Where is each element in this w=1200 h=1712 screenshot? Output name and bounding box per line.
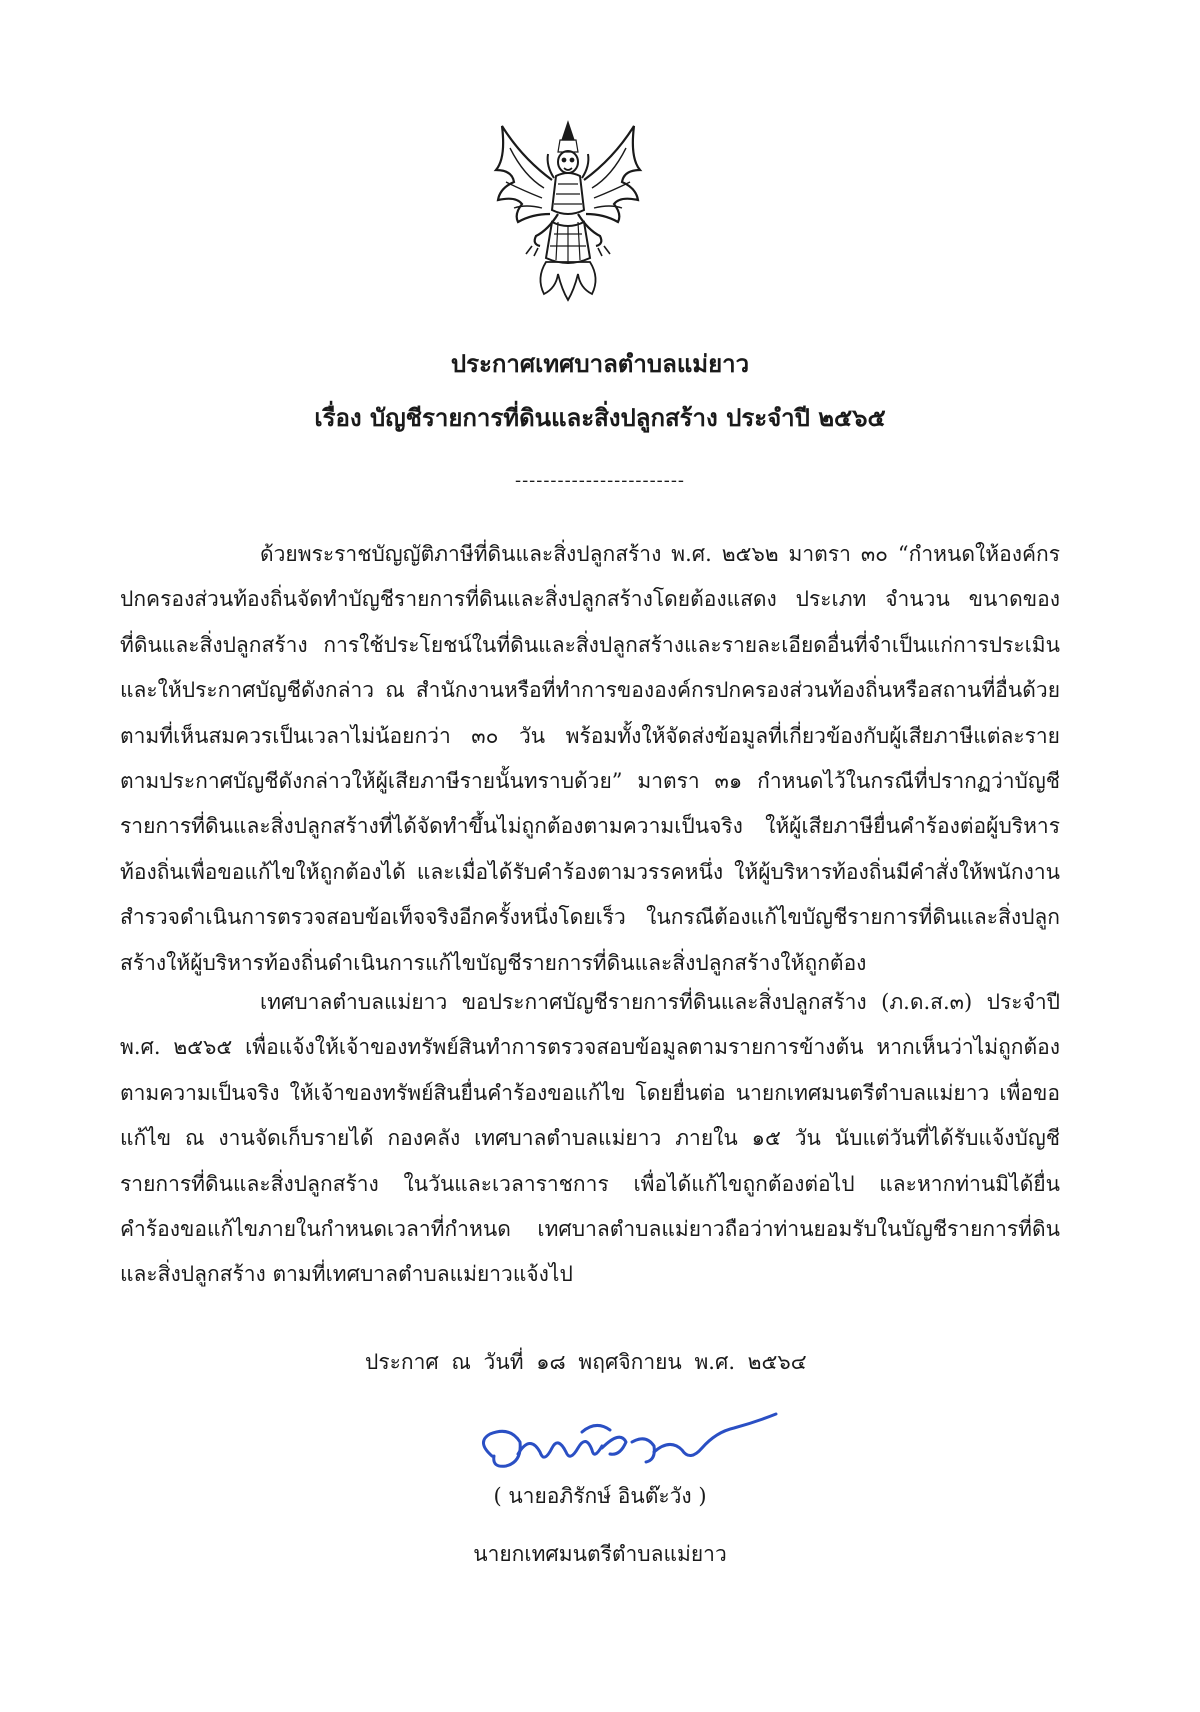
announcement-title: ประกาศเทศบาลตำบลแม่ยาว bbox=[450, 349, 750, 378]
title-divider: ------------------------ bbox=[515, 470, 685, 491]
signer-position: นายกเทศมนตรีตำบลแม่ยาว bbox=[473, 1542, 727, 1566]
signer-name: ( นายอภิรักษ์ อินต๊ะวัง ) bbox=[493, 1484, 707, 1508]
garuda-emblem-icon bbox=[492, 118, 644, 304]
announcement-date: ประกาศ ณ วันที่ ๑๘ พฤศจิกายน พ.ศ. ๒๕๖๔ bbox=[365, 1350, 807, 1374]
body-paragraph-1: ด้วยพระราชบัญญัติภาษีที่ดินและสิ่งปลูกสร้าง พ.ศ. ๒๕๖๒ มาตรา ๓๐ “กำหนดให้องค์กรปกครองส่วนท้องถิ่นจัดทำบัญชีรายการที่ดินและสิ่งปลูกสร้างโดยต้องแสดง ประเภท จำนวน ขนาดของที่ดินและสิ่งปลูกสร้าง การใช้ประโยชน์ในที่ดินและสิ่งปลูกสร้างและรายละเอียดอื่นที่จำเป็นแก่การประเมินและให้ประกาศบัญชีดังกล่าว ณ สำนักงานหรือที่ทำการขององค์กรปกครองส่วนท้องถิ่นหรือสถานที่อื่นด้วยตามที่เห็นสมควรเป็นเวลาไม่น้อยกว่า ๓๐ วัน พร้อมทั้งให้จัดส่งข้อมูลที่เกี่ยวข้องกับผู้เสียภาษีแต่ละราย ตามประกาศบัญชีดังกล่าวให้ผู้เสียภาษีรายนั้นทราบด้วย” มาตรา ๓๑ กำหนดไว้ในกรณีที่ปรากฏว่าบัญชีรายการที่ดินและสิ่งปลูกสร้างที่ได้จัดทำขึ้นไม่ถูกต้องตามความเป็นจริง ให้ผู้เสียภาษียื่นคำร้องต่อผู้บริหารท้องถิ่นเพื่อขอแก้ไขให้ถูกต้องได้ และเมื่อได้รับคำร้องตามวรรคหนึ่ง ให้ผู้บริหารท้องถิ่นมีคำสั่งให้พนักงานสำรวจดำเนินการตรวจสอบข้อเท็จจริงอีกครั้งหนึ่งโดยเร็ว ในกรณีต้องแก้ไขบัญชีรายการที่ดินและสิ่งปลูกสร้างให้ผู้บริหารท้องถิ่นดำเนินการแก้ไขบัญชีรายการที่ดินและสิ่งปลูกสร้างให้ถูกต้อง bbox=[120, 542, 1060, 975]
announcement-subject: เรื่อง บัญชีรายการที่ดินและสิ่งปลูกสร้าง ประจำปี ๒๕๖๕ bbox=[314, 403, 886, 432]
body-paragraph-2: เทศบาลตำบลแม่ยาว ขอประกาศบัญชีรายการที่ดินและสิ่งปลูกสร้าง (ภ.ด.ส.๓) ประจำปี พ.ศ. ๒๕๖๕ เพื่อแจ้งให้เจ้าของทรัพย์สินทำการตรวจสอบข้อมูลตามรายการข้างต้น หากเห็นว่าไม่ถูกต้องตามความเป็นจริง ให้เจ้าของทรัพย์สินยื่นคำร้องขอแก้ไข โดยยื่นต่อ นายกเทศมนตรีตำบลแม่ยาว เพื่อขอแก้ไข ณ งานจัดเก็บรายได้ กองคลัง เทศบาลตำบลแม่ยาว ภายใน ๑๕ วัน นับแต่วันที่ได้รับแจ้งบัญชีรายการที่ดินและสิ่งปลูกสร้าง ในวันและเวลาราชการ เพื่อได้แก้ไขถูกต้องต่อไป และหากท่านมิได้ยื่นคำร้องขอแก้ไขภายในกำหนดเวลาที่กำหนด เทศบาลตำบลแม่ยาวถือว่าท่านยอมรับในบัญชีรายการที่ดินและสิ่งปลูกสร้าง ตามที่เทศบาลตำบลแม่ยาวแจ้งไป bbox=[120, 990, 1060, 1287]
handwritten-signature-icon bbox=[470, 1412, 782, 1486]
